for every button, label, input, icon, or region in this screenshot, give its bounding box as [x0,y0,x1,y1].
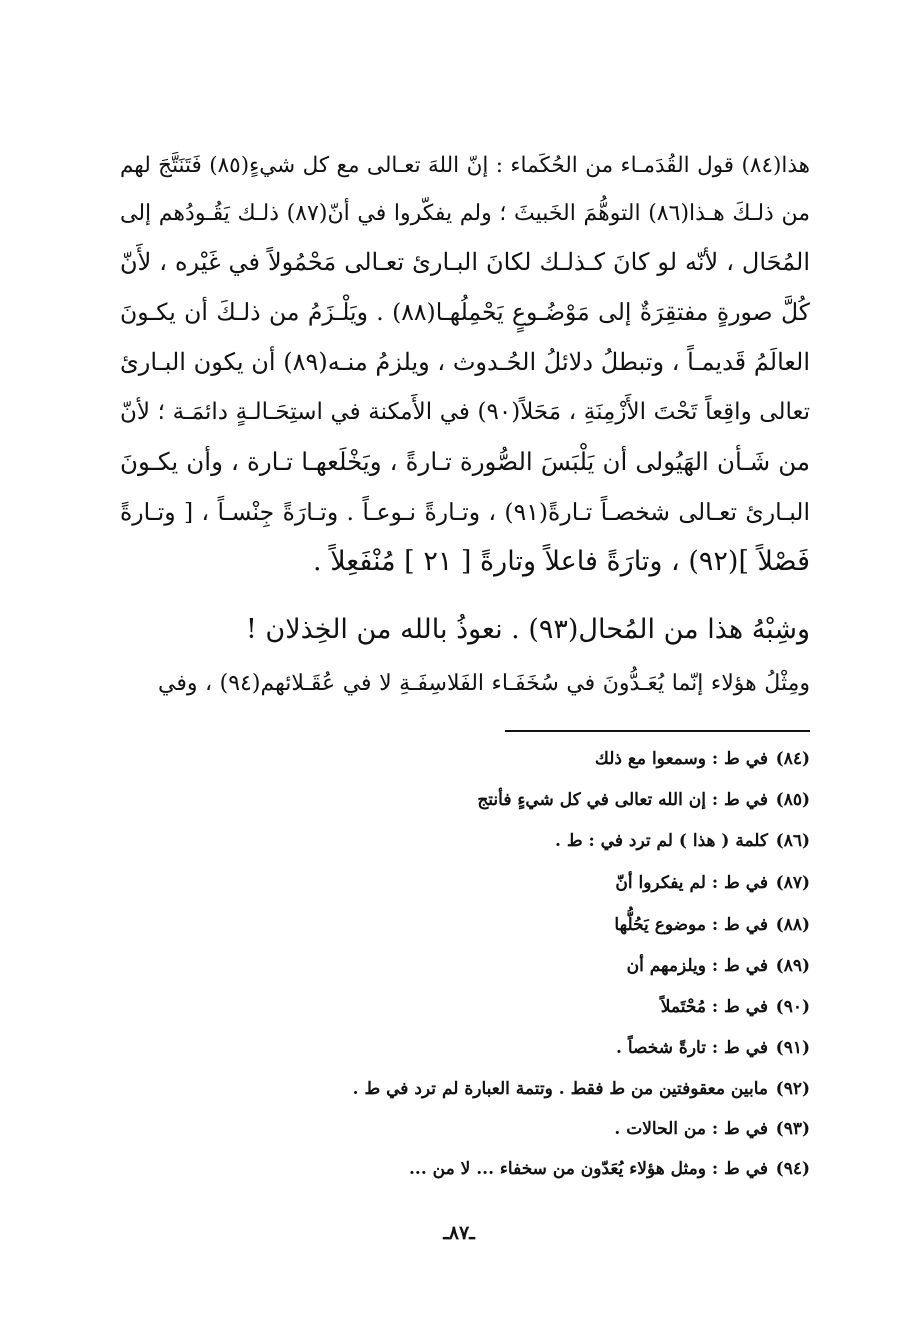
footnote-number: (٨٩) [775,956,810,976]
footnote-text: في ط : ويلزمهم أن [626,956,768,976]
text-line: تعالى واقِعاً تَحْتَ الأَزْمِنَةِ ، مَحَلاً(٩٠) في الأَمكنة في استِحَـالـةٍ دائمَـة ؛ لأنّ [120,399,810,425]
footnote-number: (٨٤) [775,749,810,769]
footnote-text: مابين معقوفتين من ط فقط . وتتمة العبارة لم ترد في ط . [352,1079,768,1099]
footnote-text: في ط : مُحْتَملاً [660,997,768,1017]
footnote-text: في ط : لم يفكروا أنّ [615,873,768,893]
footnote-divider [505,730,810,732]
text-line: البـارئ تعـالى شخصـاً تـارةً(٩١) ، وتـارةً نـوعـاً . وتـارَةً جِنْسـاً ، [ وتـارةً [120,498,810,526]
footnote [477,786,810,814]
text-line: وشِبْهُ هذا من المُحال(٩٣) . نعوذُ بالله من الخِذلان ! [245,614,810,645]
text-line: من ذلـكَ هـذا(٨٦) التوهُّمَ الخَبيثَ ؛ ولم يفكّروا في أنّ(٨٧) ذلـك يَقُـودُهم إلى [120,201,811,226]
text-line: المُحَال ، لأنّه لو كانَ كـذلـك لكانَ البـارئ تعـالى مَحْمُولاً في غَيْره ، لأَنّ [120,248,810,276]
footnote [614,911,810,939]
footnote [616,1034,810,1062]
footnote [409,1155,810,1183]
footnote-text: في ط : من الحالات . [614,1119,768,1139]
page-number: ـ٨٧ـ [443,1222,475,1244]
footnote [661,993,810,1021]
footnote-text: في ط : تارةً شخصاً . [616,1038,768,1058]
footnote-number: (٩٢) [775,1079,810,1099]
footnote [555,827,810,855]
text-line: ومِثْلُ هؤلاء إنّما يُعَـدُّونَ في سُخَفَـاء الفَلاسِفَـةِ لا في عُقَـلائهم(٩٤) ، وفي [158,671,811,696]
footnote [595,745,810,773]
footnote-text: في ط : إن الله تعالى في كل شيءٍ فأنتج [477,790,768,810]
text-line: كُلَّ صورةٍ مفتقِرَةٌ إلى مَوْضُـوعٍ يَحْمِلُهـا(٨٨) . ويَلْـزَمُ من ذلـكَ أن يكـونَ [120,298,810,326]
footnote-number: (٨٨) [775,915,810,935]
footnote [615,869,810,897]
footnote [353,1075,810,1103]
footnote-number: (٨٧) [775,873,810,893]
footnote-text: كلمة ( هذا ) لم ترد في : ط . [554,831,768,851]
footnote-text: في ط : موضوع يَحُلُّها [614,915,768,935]
footnote-number: (٩٤) [775,1159,810,1179]
footnote-number: (٨٦) [775,831,810,851]
footnote-text: في ط : ومثل هؤلاء يُعَدّون من سخفاء ... لا من ... [409,1159,768,1179]
footnote-number: (٩٣) [775,1119,810,1139]
text-line: العالَمُ قَديمـاً ، وتبطلُ دلائلُ الحُـدوث ، ويلزمُ منـه(٨٩) أن يكون البـارئ [120,348,810,376]
footnote-text: في ط : وسمعوا مع ذلك [594,749,768,769]
footnote [614,1115,810,1143]
footnote-number: (٨٥) [775,790,810,810]
footnote [627,952,810,980]
text-line: فَصْلاً ](٩٢) ، وتارَةً فاعلاً وتارةً [ ٢١ ] مُنْفَعِلاً . [313,546,810,577]
text-line: هذا(٨٤) قول القُدَمـاء من الحُكَماء : إنّ اللهَ تعـالى مع كل شيءٍ(٨٥) فَتَنَتَّجَ لهم [120,153,810,178]
footnote-number: (٩٠) [775,997,810,1017]
footnote-number: (٩١) [775,1038,810,1058]
text-line: من شَـأن الهَيُولى أن يَلْبَسَ الصُّورة تـارةً ، ويَخْلَعهـا تـارة ، وأن يكـونَ [120,447,810,476]
